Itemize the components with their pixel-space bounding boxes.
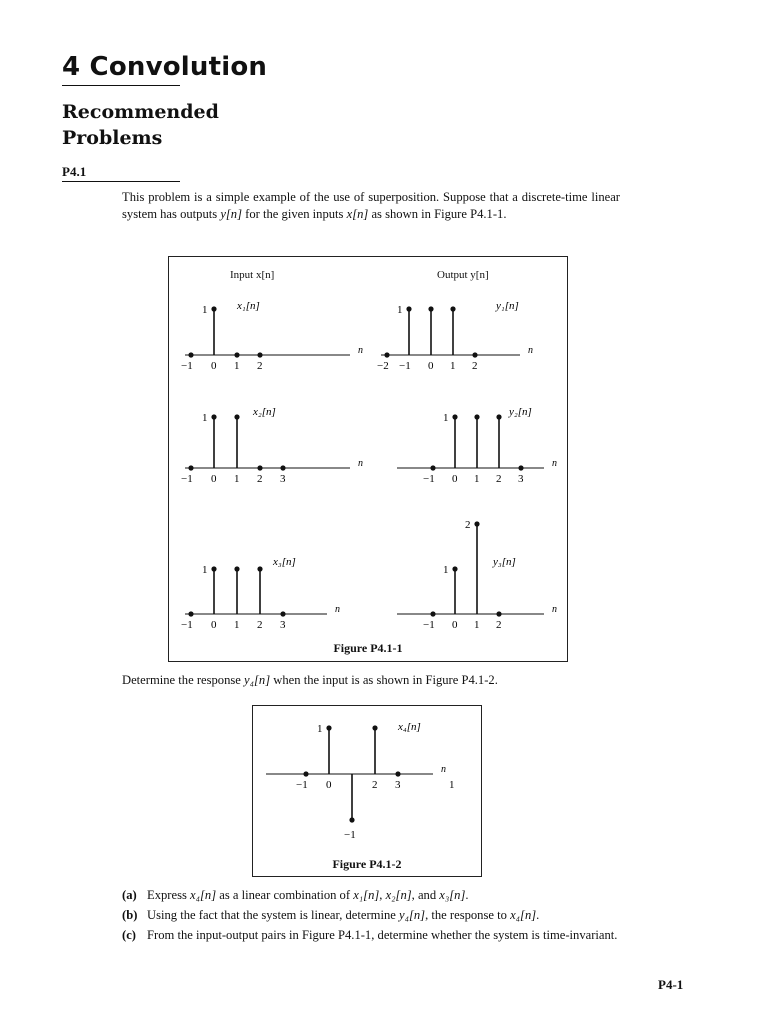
question-b: [122, 907, 622, 924]
tick-label: 1: [234, 360, 240, 372]
stem-point: [188, 611, 193, 616]
stem-point: [211, 566, 216, 571]
question-b-text: , the response to: [425, 908, 511, 922]
stem-plot-6: [397, 519, 557, 631]
stem-point: [474, 521, 479, 526]
question-a-text: ,: [379, 888, 386, 902]
figure-p4-1-1: [168, 256, 568, 662]
value-label: 2: [465, 519, 471, 531]
question-a-symbol: x₃[n]: [439, 888, 466, 902]
tick-label: 2: [496, 473, 502, 485]
stem-point: [188, 352, 193, 357]
question-a-symbol: x₁[n]: [353, 888, 380, 902]
stem-point: [474, 414, 479, 419]
stem-point: [211, 306, 216, 311]
tick-label: 3: [518, 473, 524, 485]
axis-label-n: n: [358, 458, 363, 469]
tick-label: 2: [257, 360, 263, 372]
tick-label: −2: [377, 360, 389, 372]
tick-label: −1: [181, 473, 193, 485]
stem-point: [234, 414, 239, 419]
value-label: 1: [202, 564, 208, 576]
question-list: [122, 887, 622, 947]
intro-y-symbol: y[n]: [220, 207, 243, 221]
output-column-header: Output y[n]: [437, 269, 489, 281]
value-label: 1: [202, 412, 208, 424]
stem-point: [303, 771, 308, 776]
tick-label: 0: [452, 619, 458, 631]
tick-label: 1: [474, 619, 480, 631]
chapter-title: 4 Convolution: [62, 52, 268, 82]
figure-p4-1-2-plot: [253, 706, 481, 876]
signal-label: y₂[n]: [509, 406, 532, 418]
tick-label: −1: [181, 360, 193, 372]
chapter-title-underline: [62, 85, 180, 86]
stem-point: [496, 611, 501, 616]
question-b-symbol: y₄[n]: [399, 908, 426, 922]
axis-label-n: n: [335, 604, 340, 615]
figure-p4-1-2-caption: Figure P4.1-2: [332, 857, 402, 871]
signal-label: x₂[n]: [253, 406, 276, 418]
intro-text-3: as shown in Figure P4.1-1.: [368, 207, 507, 221]
axis-label-n: n: [358, 345, 363, 356]
figure-p4-1-2: [252, 705, 482, 877]
stem-point: [257, 566, 262, 571]
value-label: 1: [443, 564, 449, 576]
stem-point: [496, 414, 501, 419]
value-label: 1: [202, 304, 208, 316]
tick-label: 2: [257, 473, 263, 485]
stem-point: [518, 465, 523, 470]
tick-label: 2: [472, 360, 478, 372]
question-b-label: (b): [122, 908, 138, 922]
stem-point: [452, 566, 457, 571]
stem-point: [234, 566, 239, 571]
tick-label: −1: [296, 779, 308, 791]
value-label: 1: [443, 412, 449, 424]
stem-plot-7: [266, 721, 455, 841]
tick-label: 2: [372, 779, 378, 791]
intro-text-2: for the given inputs: [242, 207, 347, 221]
tick-label: 1: [450, 360, 456, 372]
axis-label-n: n: [552, 458, 557, 469]
tick-label: 3: [280, 473, 286, 485]
tick-label: 1: [234, 473, 240, 485]
tick-label: 0: [211, 360, 217, 372]
tick-label: 0: [211, 473, 217, 485]
stem-point: [211, 414, 216, 419]
figure-p4-1-1-plots: [169, 257, 567, 661]
signal-label: x₁[n]: [237, 300, 260, 312]
stem-point: [472, 352, 477, 357]
section-title-line2: Problems: [62, 127, 163, 149]
input-column-header: Input x[n]: [230, 269, 275, 281]
section-title: [62, 99, 219, 151]
tick-label: 1: [234, 619, 240, 631]
question-a-text: , and: [411, 888, 440, 902]
stem-point: [257, 352, 262, 357]
tick-label: 2: [257, 619, 263, 631]
signal-label: x₄[n]: [398, 721, 421, 733]
tick-label: 3: [395, 779, 401, 791]
tick-label: −1: [399, 360, 411, 372]
problem-id-rule: [62, 181, 180, 182]
axis-label-n: n: [552, 604, 557, 615]
stem-plot-5: [181, 556, 340, 631]
stem-point: [257, 465, 262, 470]
question-c-label: (c): [122, 928, 136, 942]
question-b-text: .: [536, 908, 540, 922]
signal-label: x₃[n]: [273, 556, 296, 568]
value-label: 1: [397, 304, 403, 316]
question-a-symbol: x₂[n]: [385, 888, 412, 902]
tick-label: −1: [423, 473, 435, 485]
value-label: −1: [344, 829, 356, 841]
determine-text-1: Determine the response: [122, 673, 245, 687]
question-b-text: Using the fact that the system is linear, determine: [147, 908, 399, 922]
tick-label: −1: [423, 619, 435, 631]
stem-point: [430, 465, 435, 470]
determine-paragraph: [122, 672, 620, 689]
stem-plot-4: [397, 406, 557, 485]
intro-x-symbol: x[n]: [346, 207, 369, 221]
stem-point: [326, 725, 331, 730]
stem-point: [428, 306, 433, 311]
problem-id: P4.1: [62, 164, 87, 179]
figure-p4-1-1-caption: Figure P4.1-1: [333, 641, 403, 655]
question-a-text: as a linear combination of: [216, 888, 354, 902]
stem-point: [450, 306, 455, 311]
question-b-symbol: x₄[n]: [510, 908, 537, 922]
tick-label: 3: [280, 619, 286, 631]
axis-label-n: n: [528, 345, 533, 356]
stem-plot-3: [181, 406, 363, 485]
question-c-text: From the input-output pairs in Figure P4.1-1, determine whether the system is time-invariant.: [147, 928, 618, 942]
question-a-text: .: [465, 888, 469, 902]
tick-label: 0: [326, 779, 332, 791]
question-a: [122, 887, 622, 904]
tick-label: 0: [211, 619, 217, 631]
signal-label: y₃[n]: [493, 556, 516, 568]
stem-point: [395, 771, 400, 776]
stem-point: [372, 725, 377, 730]
question-a-symbol: x₄[n]: [190, 888, 217, 902]
tick-label: 1: [449, 779, 455, 791]
tick-label: 0: [428, 360, 434, 372]
intro-text-1: This problem is a simple example of the use of superposition. Suppose that a discrete-time linear system has outputs: [122, 190, 620, 221]
intro-paragraph: [122, 189, 620, 223]
question-c: [122, 927, 622, 944]
question-a-label: (a): [122, 888, 137, 902]
stem-point: [430, 611, 435, 616]
stem-point: [280, 611, 285, 616]
section-title-line1: Recommended: [62, 101, 219, 123]
tick-label: 2: [496, 619, 502, 631]
tick-label: 0: [452, 473, 458, 485]
stem-point: [406, 306, 411, 311]
question-a-text: Express: [147, 888, 191, 902]
determine-y4-symbol: y₄[n]: [244, 673, 271, 687]
stem-point: [384, 352, 389, 357]
stem-point: [349, 817, 354, 822]
signal-label: y₁[n]: [496, 300, 519, 312]
stem-point: [452, 414, 457, 419]
tick-label: −1: [181, 619, 193, 631]
determine-text-2: when the input is as shown in Figure P4.1-2.: [270, 673, 498, 687]
page-number: P4-1: [658, 977, 684, 992]
stem-point: [234, 352, 239, 357]
axis-label-n: n: [441, 764, 446, 775]
value-label: 1: [317, 723, 323, 735]
stem-plot-1: [181, 300, 363, 372]
stem-plot-2: [377, 300, 533, 372]
stem-point: [188, 465, 193, 470]
tick-label: 1: [474, 473, 480, 485]
stem-point: [280, 465, 285, 470]
